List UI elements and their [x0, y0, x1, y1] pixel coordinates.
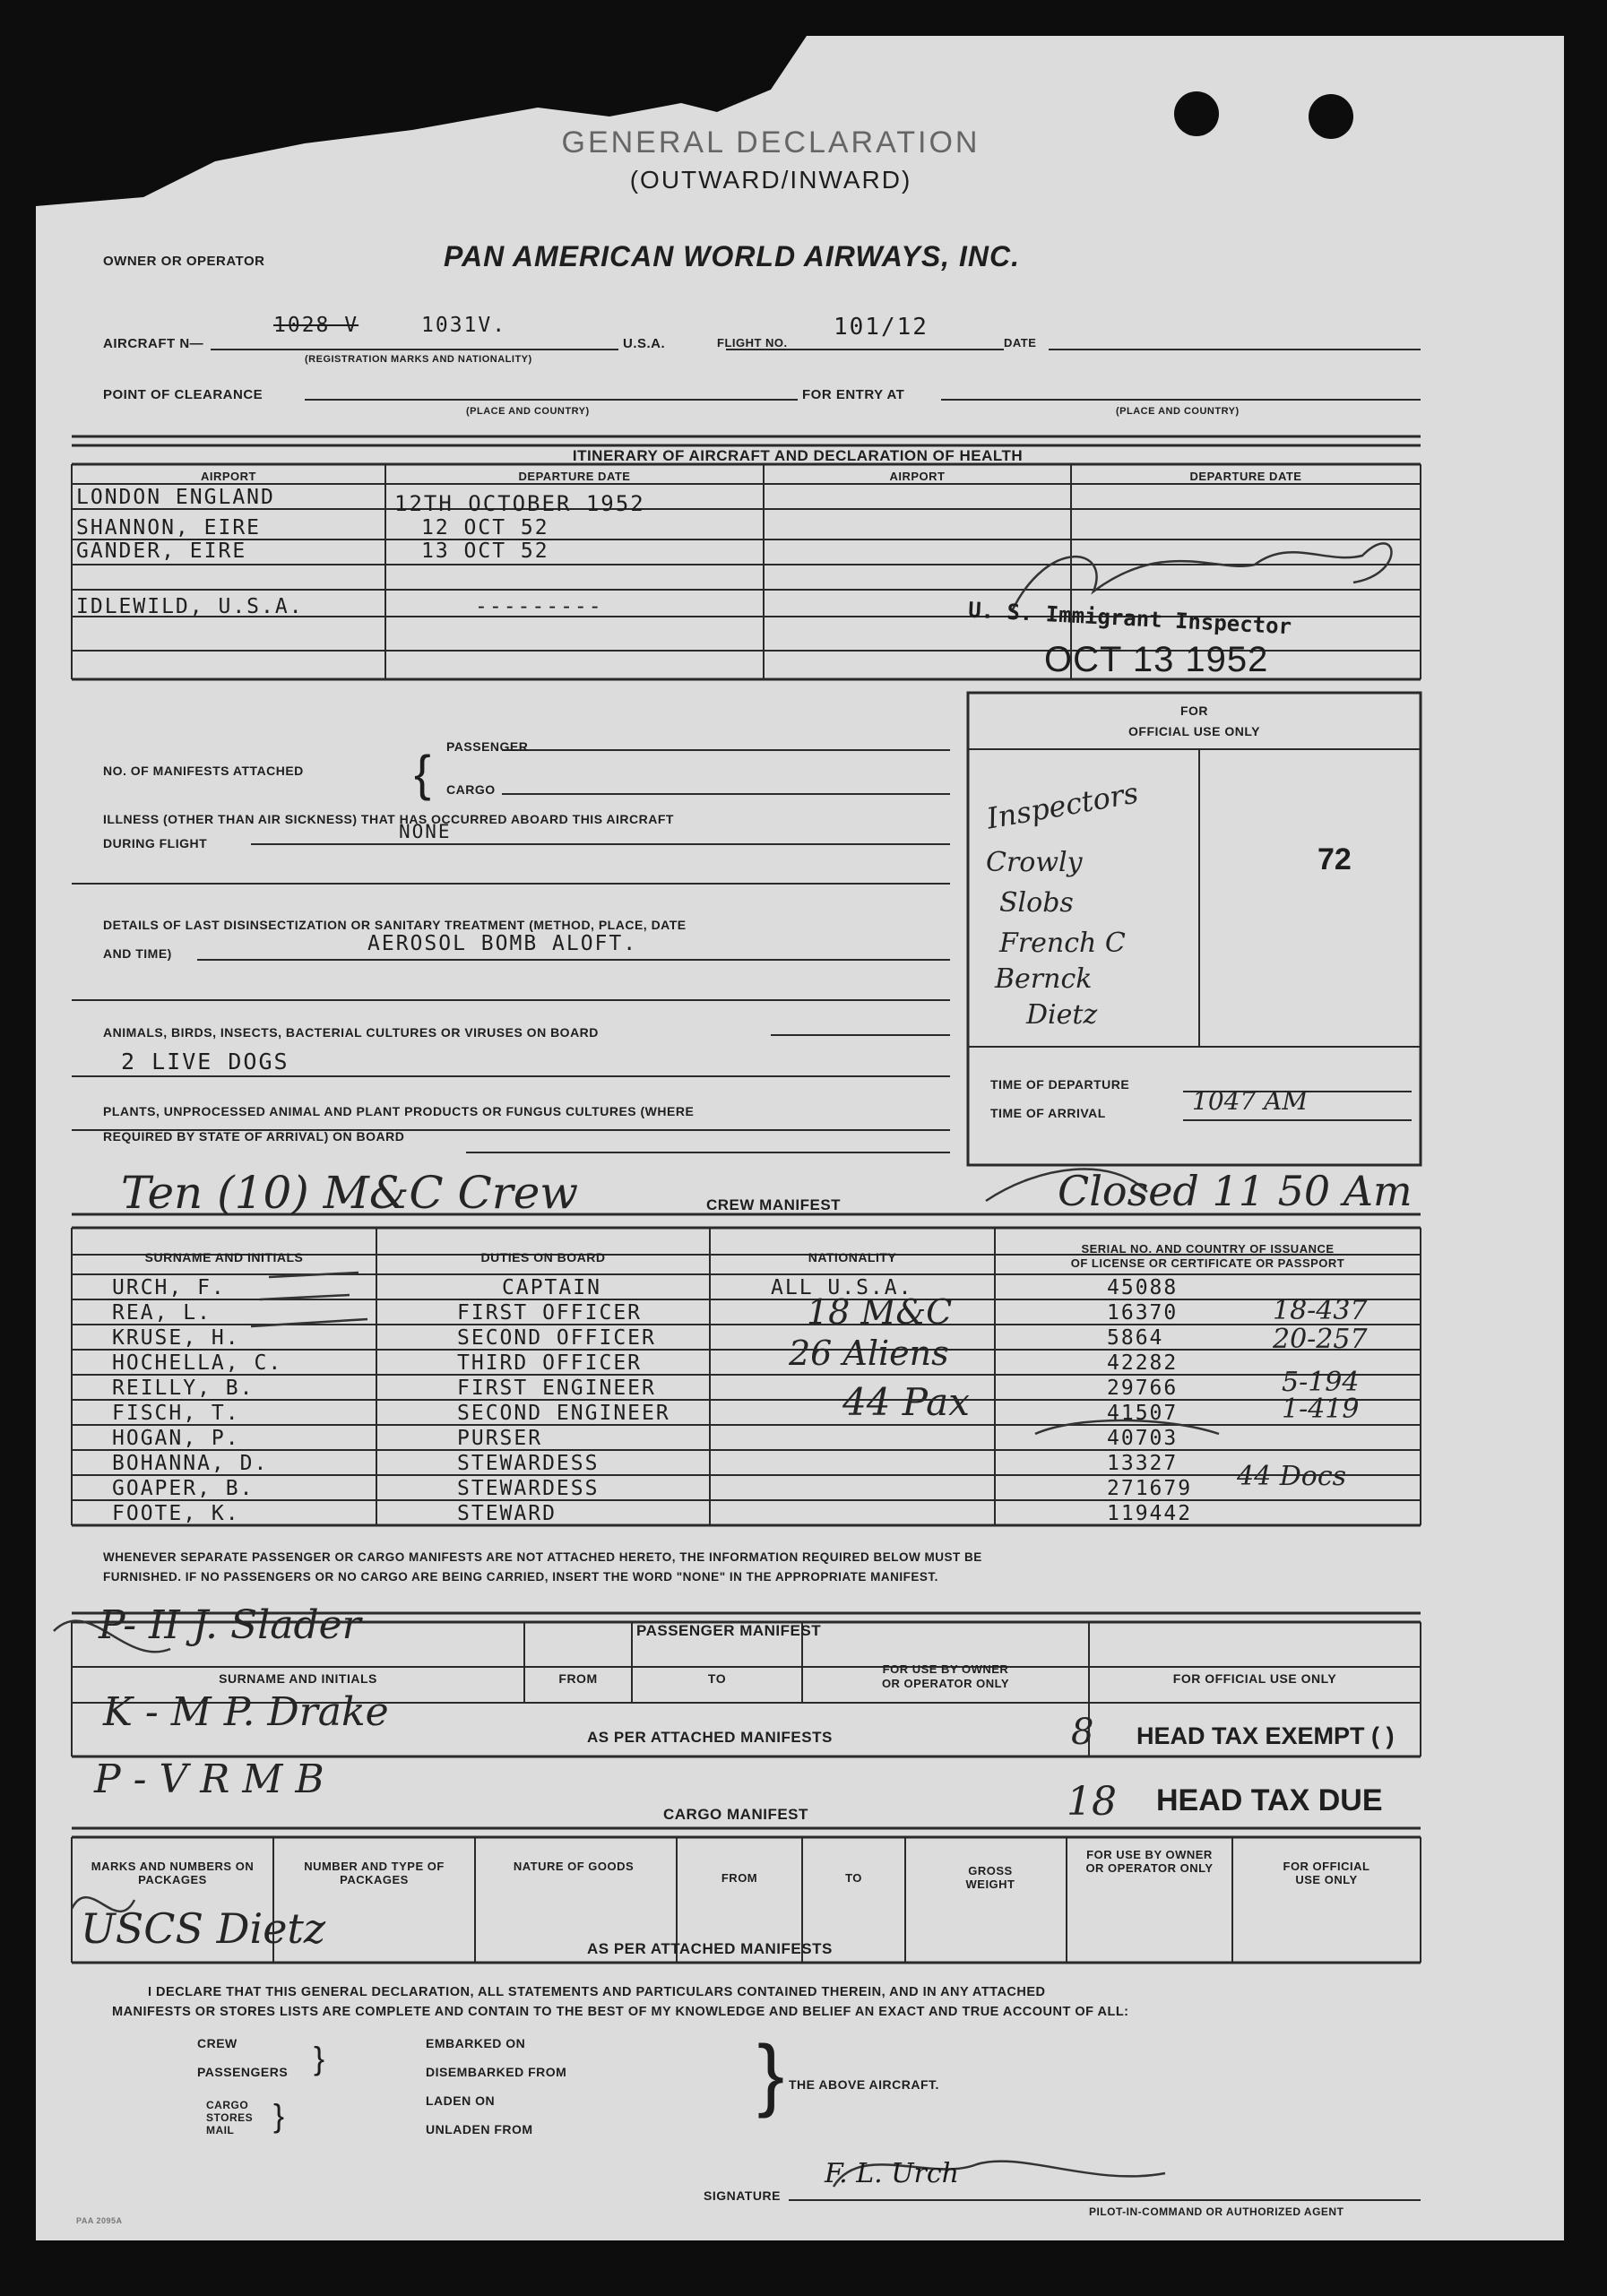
- manifests-brace: {: [414, 745, 431, 801]
- disinsect-value: AEROSOL BOMB ALOFT.: [367, 932, 638, 955]
- immigration-stamp-date: OCT 13 1952: [1044, 640, 1269, 679]
- passenger-as-per: AS PER ATTACHED MANIFESTS: [587, 1729, 833, 1746]
- itinerary-date-3: 13 OCT 52: [421, 539, 549, 563]
- crew-col-nationality: NATIONALITY: [808, 1250, 897, 1265]
- crew-serial: 16370: [1107, 1301, 1179, 1325]
- crew-duty: FIRST ENGINEER: [457, 1377, 656, 1400]
- declaration-above-aircraft: THE ABOVE AIRCRAFT.: [789, 2077, 939, 2092]
- owner-name: PAN AMERICAN WORLD AIRWAYS, INC.: [444, 240, 1020, 272]
- inspector-2: Crowly: [986, 847, 1083, 878]
- time-departure-label: TIME OF DEPARTURE: [990, 1077, 1130, 1092]
- manifests-label: NO. OF MANIFESTS ATTACHED: [103, 764, 304, 778]
- crew-serial: 13327: [1107, 1452, 1179, 1475]
- crew-name: GOAPER, B.: [112, 1477, 255, 1500]
- itinerary-airport-4: IDLEWILD, U.S.A.: [76, 595, 304, 618]
- passenger-exempt-count: 8: [1071, 1712, 1094, 1753]
- crew-name: HOGAN, P.: [112, 1427, 240, 1450]
- serial-note-4: 1-419: [1282, 1394, 1360, 1425]
- entry-label: FOR ENTRY AT: [802, 387, 905, 402]
- owner-label: OWNER OR OPERATOR: [103, 254, 265, 269]
- crew-serial: 29766: [1107, 1377, 1179, 1400]
- crew-duty: SECOND ENGINEER: [457, 1402, 670, 1425]
- plants-label-2: REQUIRED BY STATE OF ARRIVAL) ON BOARD: [103, 1129, 405, 1144]
- cargo-col-marks: MARKS AND NUMBERS ON PACKAGES: [91, 1860, 255, 1886]
- crew-serial: 45088: [1107, 1276, 1179, 1299]
- crew-manifest-title: CREW MANIFEST: [706, 1196, 842, 1213]
- crew-duty: PURSER: [457, 1427, 543, 1450]
- crew-duty: STEWARDESS: [457, 1452, 600, 1475]
- cargo-count-label: CARGO: [446, 782, 496, 797]
- declaration-crew: CREW: [197, 2036, 238, 2050]
- passenger-count-label: PASSENGER: [446, 739, 529, 754]
- crew-serial: 40703: [1107, 1427, 1179, 1450]
- crew-closed-note: Closed 11 50 Am: [1058, 1167, 1413, 1215]
- usa-label: U.S.A.: [623, 336, 666, 351]
- punch-hole-left: [1174, 91, 1219, 136]
- official-box-title-2: OFFICIAL USE ONLY: [1128, 724, 1260, 738]
- serial-note-3: 5-194: [1282, 1367, 1360, 1398]
- inspector-4: French C: [999, 928, 1126, 959]
- serial-note-2: 20-257: [1273, 1324, 1368, 1355]
- signature-label: SIGNATURE: [704, 2188, 781, 2203]
- declaration-brace-1: }: [314, 2040, 325, 2076]
- crew-serial: 119442: [1107, 1502, 1193, 1525]
- cargo-col-official: FOR OFFICIAL USE ONLY: [1283, 1860, 1370, 1886]
- cargo-col-number: NUMBER AND TYPE OF PACKAGES: [304, 1860, 445, 1886]
- crew-name: BOHANNA, D.: [112, 1452, 269, 1475]
- declaration-brace-3: }: [757, 2030, 785, 2119]
- clearance-label: POINT OF CLEARANCE: [103, 387, 264, 402]
- serial-note-5: 44 Docs: [1237, 1461, 1347, 1492]
- crew-serial: 41507: [1107, 1402, 1179, 1425]
- illness-label-2: DURING FLIGHT: [103, 836, 208, 850]
- crew-name: KRUSE, H.: [112, 1326, 240, 1350]
- crew-tally-2: 26 Aliens: [789, 1334, 949, 1373]
- itinerary-airport-1: LONDON ENGLAND: [76, 486, 275, 509]
- passenger-margin-note-1: P- II J. Slader: [99, 1602, 361, 1648]
- declaration-passengers: PASSENGERS: [197, 2065, 289, 2079]
- time-arrival-label: TIME OF ARRIVAL: [990, 1106, 1106, 1120]
- flight-label: FLIGHT NO.: [717, 336, 788, 350]
- crew-serial: 5864: [1107, 1326, 1164, 1350]
- declaration-disembarked: DISEMBARKED FROM: [426, 2065, 567, 2079]
- cargo-as-per: AS PER ATTACHED MANIFESTS: [587, 1940, 833, 1957]
- declaration-laden: LADEN ON: [426, 2093, 496, 2108]
- declaration-brace-2: }: [273, 2097, 285, 2134]
- passenger-col-to: TO: [707, 1671, 727, 1686]
- passenger-due-count: 18: [1067, 1779, 1117, 1825]
- pilot-label: PILOT-IN-COMMAND OR AUTHORIZED AGENT: [1089, 2205, 1344, 2218]
- aircraft-label: AIRCRAFT N—: [103, 336, 204, 351]
- declaration-text-1: I DECLARE THAT THIS GENERAL DECLARATION, ALL STATEMENTS AND PARTICULARS CONTAINED THEREIN, AND IN ANY ATTACHED: [148, 1985, 1046, 1999]
- crew-count-note: Ten (10) M&C Crew: [121, 1167, 579, 1219]
- passenger-col-owner-2: OR OPERATOR ONLY: [881, 1677, 1010, 1690]
- crew-duty: FIRST OFFICER: [457, 1301, 643, 1325]
- form-subtitle: (OUTWARD/INWARD): [629, 166, 912, 194]
- crew-name: HOCHELLA, C.: [112, 1351, 283, 1375]
- signature-scrawl: F. L. Urch: [825, 2158, 959, 2189]
- itinerary-col-departure: DEPARTURE DATE: [518, 470, 631, 483]
- crew-serial: 271679: [1107, 1477, 1193, 1500]
- inspector-5: Bernck: [995, 963, 1093, 995]
- itinerary-col-airport: AIRPORT: [201, 470, 256, 483]
- passenger-col-official: FOR OFFICIAL USE ONLY: [1172, 1671, 1337, 1686]
- passenger-col-from: FROM: [558, 1671, 598, 1686]
- place-note-2: (PLACE AND COUNTRY): [1116, 406, 1240, 417]
- crew-duty: CAPTAIN: [502, 1276, 601, 1299]
- serial-note-1: 18-437: [1273, 1295, 1368, 1326]
- cargo-col-to: TO: [845, 1871, 862, 1885]
- inspector-6: Dietz: [1026, 999, 1098, 1031]
- animals-label: ANIMALS, BIRDS, INSECTS, BACTERIAL CULTURES OR VIRUSES ON BOARD: [103, 1025, 599, 1040]
- crew-name: FOOTE, K.: [112, 1502, 240, 1525]
- disinsect-label-1: DETAILS OF LAST DISINSECTIZATION OR SANITARY TREATMENT (METHOD, PLACE, DATE: [103, 918, 687, 932]
- aircraft-value: 1031V.: [421, 314, 507, 337]
- itinerary-date-1: 12TH OCTOBER 1952: [394, 491, 645, 516]
- illness-label-1: ILLNESS (OTHER THAN AIR SICKNESS) THAT HAS OCCURRED ABOARD THIS AIRCRAFT: [103, 812, 674, 826]
- crew-serial: 42282: [1107, 1351, 1179, 1375]
- declaration-unladen: UNLADEN FROM: [426, 2122, 533, 2136]
- head-tax-exempt: HEAD TAX EXEMPT ( ): [1136, 1722, 1395, 1749]
- itinerary-col-departure-2: DEPARTURE DATE: [1189, 470, 1302, 483]
- time-arrival-value: 1047 AM: [1192, 1086, 1309, 1116]
- declaration-cargo: CARGO: [206, 2099, 249, 2111]
- declaration-stores: STORES: [206, 2111, 254, 2124]
- flight-value: 101/12: [834, 314, 929, 341]
- cargo-col-owner: FOR USE BY OWNER OR OPERATOR ONLY: [1085, 1848, 1214, 1875]
- passenger-margin-note-2: K - M P. Drake: [103, 1689, 389, 1735]
- crew-nationality-all: ALL U.S.A.: [771, 1276, 913, 1299]
- itinerary-date-2: 12 OCT 52: [421, 516, 549, 539]
- crew-tally-1: 18 M&C: [807, 1292, 953, 1332]
- passenger-margin-note-3: P - V R M B: [94, 1757, 324, 1802]
- cargo-manifest-title: CARGO MANIFEST: [663, 1806, 808, 1823]
- crew-col-serial-1: SERIAL NO. AND COUNTRY OF ISSUANCE: [1081, 1242, 1335, 1256]
- itinerary-date-4: ---------: [475, 595, 603, 618]
- manifest-note-2: FURNISHED. IF NO PASSENGERS OR NO CARGO ARE BEING CARRIED, INSERT THE WORD "NONE" IN THE APPROPRIATE MANIFEST.: [103, 1570, 938, 1584]
- official-box-title-1: FOR: [1179, 703, 1209, 718]
- declaration-text-2: MANIFESTS OR STORES LISTS ARE COMPLETE AND CONTAIN TO THE BEST OF MY KNOWLEDGE AND BELIEF AN EXACT AND TRUE ACCOUNT OF ALL:: [112, 2005, 1129, 2019]
- crew-duty: STEWARDESS: [457, 1477, 600, 1500]
- declaration-mail: MAIL: [206, 2124, 235, 2136]
- crew-duty: SECOND OFFICER: [457, 1326, 656, 1350]
- inspector-1: Inspectors: [983, 775, 1141, 836]
- itinerary-col-airport-2: AIRPORT: [889, 470, 946, 483]
- inspector-3: Slobs: [999, 887, 1074, 919]
- crew-col-duties: DUTIES ON BOARD: [480, 1250, 606, 1265]
- itinerary-title: ITINERARY OF AIRCRAFT AND DECLARATION OF HEALTH: [572, 447, 1024, 464]
- declaration-sheet: [36, 36, 1564, 2240]
- crew-name: URCH, F.: [112, 1276, 226, 1299]
- registration-note: (REGISTRATION MARKS AND NATIONALITY): [305, 354, 532, 365]
- date-label: DATE: [1004, 336, 1037, 350]
- place-note-1: (PLACE AND COUNTRY): [466, 406, 590, 417]
- animals-value: 2 LIVE DOGS: [121, 1049, 289, 1075]
- crew-col-serial-2: OF LICENSE OR CERTIFICATE OR PASSPORT: [1070, 1256, 1345, 1270]
- aircraft-struck: 1028 V: [273, 314, 359, 337]
- signature-value: [860, 2151, 864, 2152]
- itinerary-airport-3: GANDER, EIRE: [76, 539, 247, 563]
- plants-label-1: PLANTS, UNPROCESSED ANIMAL AND PLANT PRODUCTS OR FUNGUS CULTURES (WHERE: [103, 1104, 695, 1118]
- passenger-col-surname: SURNAME AND INITIALS: [219, 1671, 377, 1686]
- cargo-col-from: FROM: [721, 1871, 758, 1885]
- crew-name: REA, L.: [112, 1301, 212, 1325]
- cargo-col-weight: GROSS WEIGHT: [965, 1864, 1015, 1891]
- immigration-stamp-line-1: U. S. Immigrant Inspector: [967, 597, 1292, 640]
- crew-duty: STEWARD: [457, 1502, 557, 1525]
- passenger-col-owner-1: FOR USE BY OWNER: [882, 1662, 1009, 1676]
- form-title: GENERAL DECLARATION: [561, 125, 981, 160]
- crew-col-surname: SURNAME AND INITIALS: [144, 1250, 304, 1265]
- crew-name: FISCH, T.: [112, 1402, 240, 1425]
- declaration-embarked: EMBARKED ON: [426, 2036, 526, 2050]
- cargo-col-nature: NATURE OF GOODS: [513, 1860, 635, 1873]
- itinerary-airport-2: SHANNON, EIRE: [76, 516, 262, 539]
- cargo-margin-note: USCS Dietz: [81, 1904, 326, 1953]
- official-box-number: 72: [1318, 842, 1352, 876]
- passenger-manifest-title: PASSENGER MANIFEST: [636, 1622, 822, 1639]
- head-tax-due: HEAD TAX DUE: [1156, 1783, 1383, 1817]
- manifest-note-1: WHENEVER SEPARATE PASSENGER OR CARGO MANIFESTS ARE NOT ATTACHED HERETO, THE INFORMATION REQUIRED BELOW MUST BE: [103, 1550, 982, 1564]
- illness-value: NONE: [399, 821, 452, 842]
- crew-duty: THIRD OFFICER: [457, 1351, 643, 1375]
- crew-name: REILLY, B.: [112, 1377, 255, 1400]
- crew-tally-3: 44 Pax: [842, 1380, 970, 1424]
- form-code: PAA 2095A: [76, 2216, 123, 2225]
- punch-hole-right: [1309, 94, 1353, 139]
- disinsect-label-2: AND TIME): [103, 946, 172, 961]
